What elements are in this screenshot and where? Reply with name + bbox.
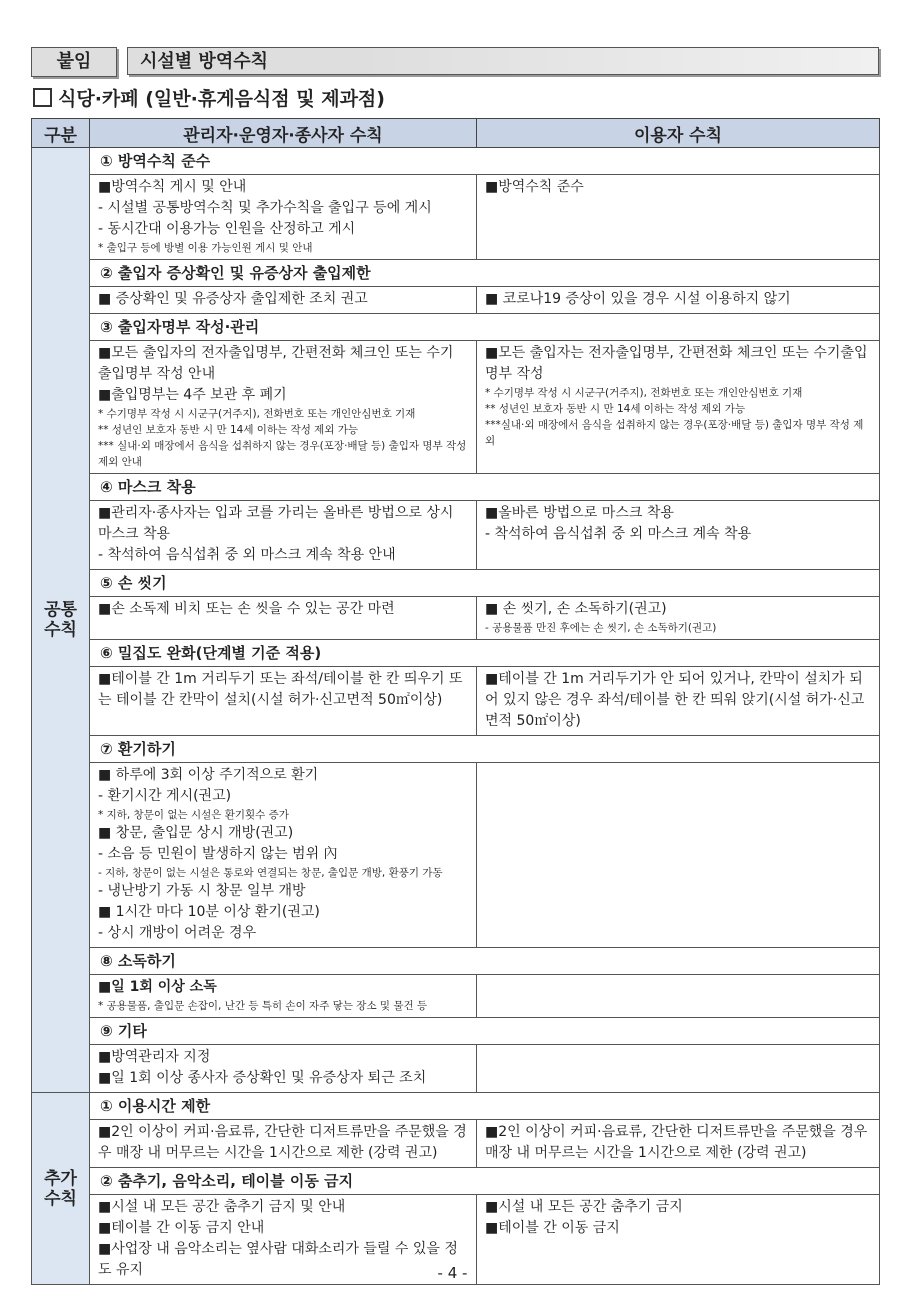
manager-rule-line: ■테이블 간 1m 거리두기 또는 좌석/테이블 한 칸 띄우기 또는 테이블 간 칸막이 설치(시설 허가·신고면적 50㎡이상) [98,671,463,708]
manager-rules-cell [90,175,477,260]
rule-title: ② 출입자 증상확인 및 유증상자 출입제한 [90,260,880,287]
manager-rule-line: - 냉난방기 가동 시 창문 일부 개방 [98,883,306,899]
col-header-user: 이용자 수칙 [477,119,880,148]
user-rules-cell [477,975,880,1018]
manager-rule-line: ■ 창문, 출입문 상시 개방(권고) [98,825,294,841]
user-rule-line: ■시설 내 모든 공간 춤추기 금지 [485,1199,683,1215]
category-cell-common: 공통 수칙 [32,148,90,1093]
manager-rule-line: ■테이블 간 이동 금지 안내 [98,1220,265,1236]
manager-note: * 공용물품, 출입문 손잡이, 난간 등 특히 손이 자주 닿는 장소 및 물건 등 [98,1000,428,1012]
manager-rule-line: ■일 1회 이상 종사자 증상확인 및 유증상자 퇴근 조치 [98,1070,427,1086]
manager-rule-line: - 상시 개방이 어려운 경우 [98,925,257,941]
manager-note: * 출입구 등에 방별 이용 가능인원 게시 및 안내 [98,242,313,254]
col-header-category: 구분 [32,119,90,148]
manager-rules-cell [90,1120,477,1168]
category-cell-extra: 추가 수칙 [32,1093,90,1285]
manager-rule-line: ■ 1시간 마다 10분 이상 환기(권고) [98,904,320,920]
manager-rule-line: ■모든 출입자의 전자출입명부, 간편전화 체크인 또는 수기 출입명부 작성 안내 [98,345,454,382]
user-rule-line: ■모든 출입자는 전자출입명부, 간편전화 체크인 또는 수기출입명부 작성 [485,345,868,382]
manager-rule-line: - 동시간대 이용가능 인원을 산정하고 게시 [98,221,356,237]
user-rules-cell [477,287,880,314]
manager-rule-line: ■방역관리자 지정 [98,1049,211,1065]
user-rule-line: ■올바른 방법으로 마스크 착용 [485,505,674,521]
manager-rule-line: ■시설 내 모든 공간 춤추기 금지 및 안내 [98,1199,346,1215]
rule-title: ③ 출입자명부 작성·관리 [90,314,880,341]
user-rules-cell [477,1045,880,1093]
user-rule-line: ■테이블 간 1m 거리두기가 안 되어 있거나, 칸막이 설치가 되어 있지 않은 경우 좌석/테이블 한 칸 띄워 앉기(시설 허가·신고면적 50㎡이상) [485,671,865,729]
manager-note: * 지하, 창문이 없는 시설은 환기횟수 증가 [98,809,289,821]
user-rules-cell [477,341,880,474]
manager-rules-cell [90,597,477,640]
user-rules-cell [477,667,880,736]
manager-rules-cell [90,975,477,1018]
rule-title: ② 춤추기, 음악소리, 테이블 이동 금지 [90,1168,880,1195]
rule-title: ⑧ 소독하기 [90,948,880,975]
rule-title: ⑦ 환기하기 [90,736,880,763]
rules-table [31,118,880,1285]
manager-rule-line: ■관리자·종사자는 입과 코를 가리는 올바른 방법으로 상시 마스크 착용 [98,505,454,542]
manager-rule-line: ■출입명부는 4주 보관 후 폐기 [98,387,287,403]
manager-rules-cell [90,667,477,736]
user-rules-cell [477,1120,880,1168]
attachment-title: 시설별 방역수칙 [127,47,879,75]
manager-rule-line: ■방역수칙 게시 및 안내 [98,179,247,195]
user-rules-cell [477,175,880,260]
manager-rule-line: - 소음 등 민원이 발생하지 않는 범위 內 [98,846,338,862]
user-rule-line: - 착석하여 음식섭취 중 외 마스크 계속 착용 [485,526,752,542]
manager-rule-line: - 시설별 공통방역수칙 및 추가수칙을 출입구 등에 게시 [98,200,432,216]
page-number: - 4 - [437,1264,468,1282]
rule-title: ④ 마스크 착용 [90,474,880,501]
user-rules-cell [477,597,880,640]
manager-rule-line: - 착석하여 음식섭취 중 외 마스크 계속 착용 안내 [98,547,396,563]
user-rule-line: ■ 손 씻기, 손 소독하기(권고) [485,601,667,617]
user-rule-line: ■ 코로나19 증상이 있을 경우 시설 이용하지 않기 [485,291,791,307]
user-note: * 수기명부 작성 시 시군구(거주지), 전화번호 또는 개인안심번호 기재 [485,387,803,399]
user-rule-line: ■테이블 간 이동 금지 [485,1220,620,1236]
manager-note: - 지하, 창문이 없는 시설은 통로와 연결되는 창문, 출입문 개방, 환풍기 가동 [98,867,443,879]
rule-title: ① 이용시간 제한 [90,1093,880,1120]
manager-rules-cell [90,341,477,474]
section-title [33,86,385,112]
manager-rules-cell [90,287,477,314]
manager-note: * 수기명부 작성 시 시군구(거주지), 전화번호 또는 개인안심번호 기재 [98,408,416,420]
attachment-label: 붙임 [31,47,117,77]
manager-rules-cell [90,1045,477,1093]
manager-rule-line: ■2인 이상이 커피·음료류, 간단한 디저트류만을 주문했을 경우 매장 내 머무르는 시간을 1시간으로 제한 (강력 권고) [98,1124,467,1161]
user-rule-line: ■2인 이상이 커피·음료류, 간단한 디저트류만을 주문했을 경우 매장 내 머무르는 시간을 1시간으로 제한 (강력 권고) [485,1124,868,1161]
rule-title: ⑨ 기타 [90,1018,880,1045]
checkbox-icon [33,88,52,107]
manager-rules-cell [90,501,477,570]
manager-rule-line: ■손 소독제 비치 또는 손 씻을 수 있는 공간 마련 [98,601,395,617]
manager-rule-line: ■ 증상확인 및 유증상자 출입제한 조치 권고 [98,291,368,307]
col-header-manager: 관리자·운영자·종사자 수칙 [90,119,477,148]
manager-note: *** 실내·외 매장에서 음식을 섭취하지 않는 경우(포장·배달 등) 출입자 명부 작성 제외 안내 [98,440,467,468]
manager-note: ** 성년인 보호자 동반 시 만 14세 이하는 작성 제외 가능 [98,424,359,436]
rule-title: ⑤ 손 씻기 [90,570,880,597]
manager-rule-line: ■사업장 내 음악소리는 옆사람 대화소리가 들릴 수 있을 정도 유지 [98,1241,458,1278]
manager-rules-cell [90,763,477,948]
section-title-text: 식당·카페 (일반·휴게음식점 및 제과점) [58,88,385,110]
user-note: ** 성년인 보호자 동반 시 만 14세 이하는 작성 제외 가능 [485,403,746,415]
manager-rule-line: - 환기시간 게시(권고) [98,788,232,804]
user-note: ***실내·외 매장에서 음식을 섭취하지 않는 경우(포장·배달 등) 출입자 명부 작성 제외 [485,419,864,447]
user-rule-line: ■방역수칙 준수 [485,179,584,195]
manager-rule-line: ■일 1회 이상 소독 [98,979,217,995]
user-rules-cell [477,763,880,948]
rule-title: ⑥ 밀집도 완화(단계별 기준 적용) [90,640,880,667]
user-note: - 공용물품 만진 후에는 손 씻기, 손 소독하기(권고) [485,622,717,634]
rule-title: ① 방역수칙 준수 [90,148,880,175]
user-rules-cell [477,501,880,570]
manager-rule-line: ■ 하루에 3회 이상 주기적으로 환기 [98,767,319,783]
